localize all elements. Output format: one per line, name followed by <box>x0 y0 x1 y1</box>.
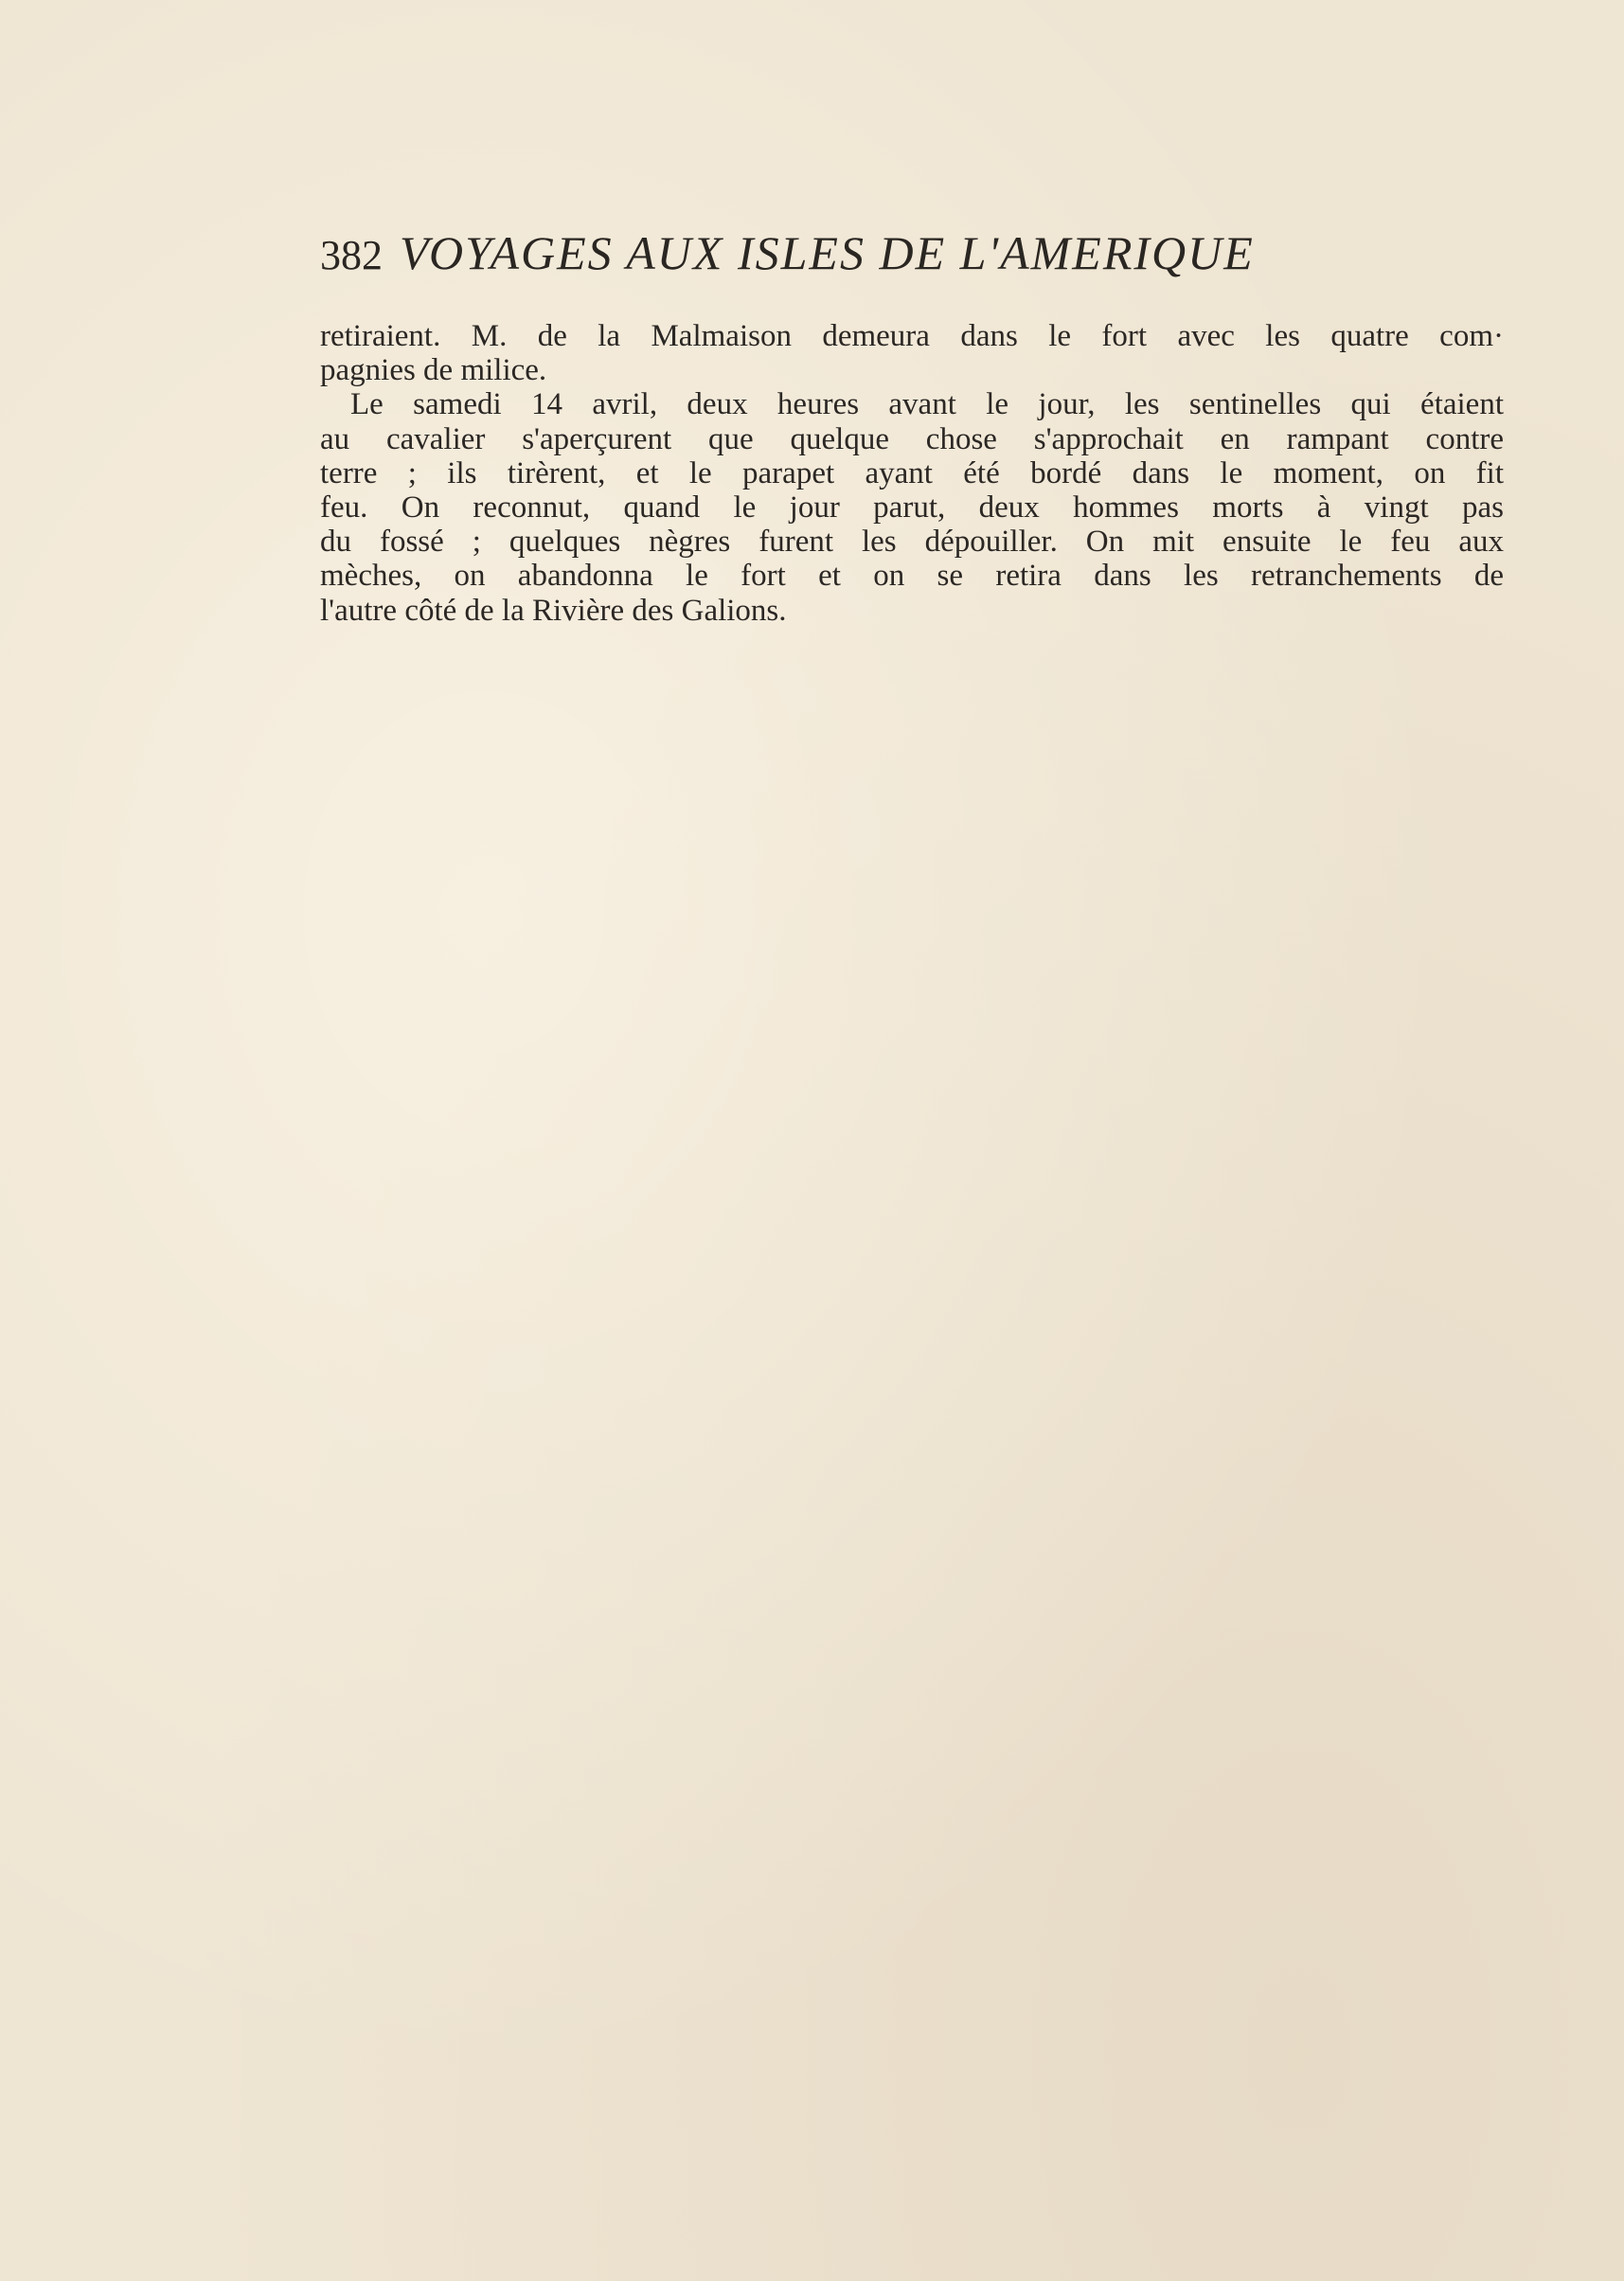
text-line: Le samedi 14 avril, deux heures avant le jour, les sentinelles qui étaient <box>350 387 1504 422</box>
body-text <box>320 319 1504 628</box>
text-line: mèches, on abandonna le fort et on se retira dans les retranchements de <box>320 559 1504 594</box>
text-line: retiraient. M. de la Malmaison demeura dans le fort avec les quatre com· <box>320 319 1504 353</box>
text-line: pagnies de milice. <box>320 353 547 388</box>
book-title: VOYAGES AUX ISLES DE L'AMERIQUE <box>400 226 1255 279</box>
text-line: feu. On reconnut, quand le jour parut, deux hommes morts à vingt pas <box>320 490 1504 525</box>
page-number: 382 <box>320 232 383 278</box>
text-line: du fossé ; quelques nègres furent les dépouiller. On mit ensuite le feu aux <box>320 525 1504 560</box>
text-line: au cavalier s'aperçurent que quelque chose s'approchait en rampant contre <box>320 421 1504 456</box>
text-line: terre ; ils tirèrent, et le parapet ayant été bordé dans le moment, on fit <box>320 455 1504 490</box>
running-head <box>320 225 1513 280</box>
text-line: l'autre côté de la Rivière des Galions. <box>320 593 787 628</box>
